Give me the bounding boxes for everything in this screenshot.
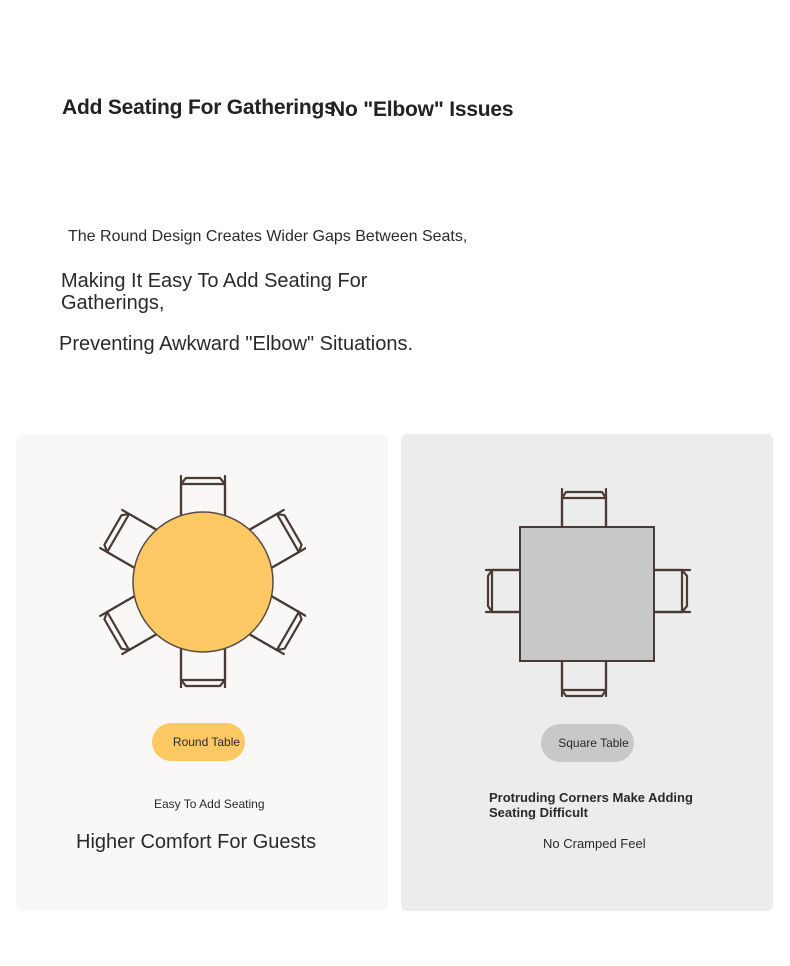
description-line-2a: Making It Easy To Add Seating For <box>61 270 368 292</box>
square-issue-line-1: Protruding Corners Make Adding <box>489 790 693 805</box>
description-line-2b: Gatherings, <box>61 292 165 314</box>
round-benefit-text: Higher Comfort For Guests <box>76 831 317 853</box>
round-table-diagram <box>96 474 306 688</box>
round-table-label: Round Table <box>172 735 241 749</box>
round-table-top <box>133 512 273 652</box>
round-table-badge <box>152 723 245 761</box>
heading-no-elbow: No "Elbow" Issues <box>330 98 514 121</box>
description-line-1: The Round Design Creates Wider Gaps Between Seats, <box>68 228 468 245</box>
square-table-diagram <box>482 486 696 698</box>
round-feature-text: Easy To Add Seating <box>154 797 265 811</box>
description-line-3: Preventing Awkward "Elbow" Situations. <box>59 333 414 355</box>
square-table-badge <box>541 724 634 762</box>
square-note-text: No Cramped Feel <box>543 836 646 851</box>
square-table-label: Square Table <box>558 736 629 750</box>
heading-add-seating: Add Seating For Gatherings <box>62 96 336 119</box>
square-table-top <box>520 527 654 661</box>
square-issue-line-2: Seating Difficult <box>489 805 588 820</box>
